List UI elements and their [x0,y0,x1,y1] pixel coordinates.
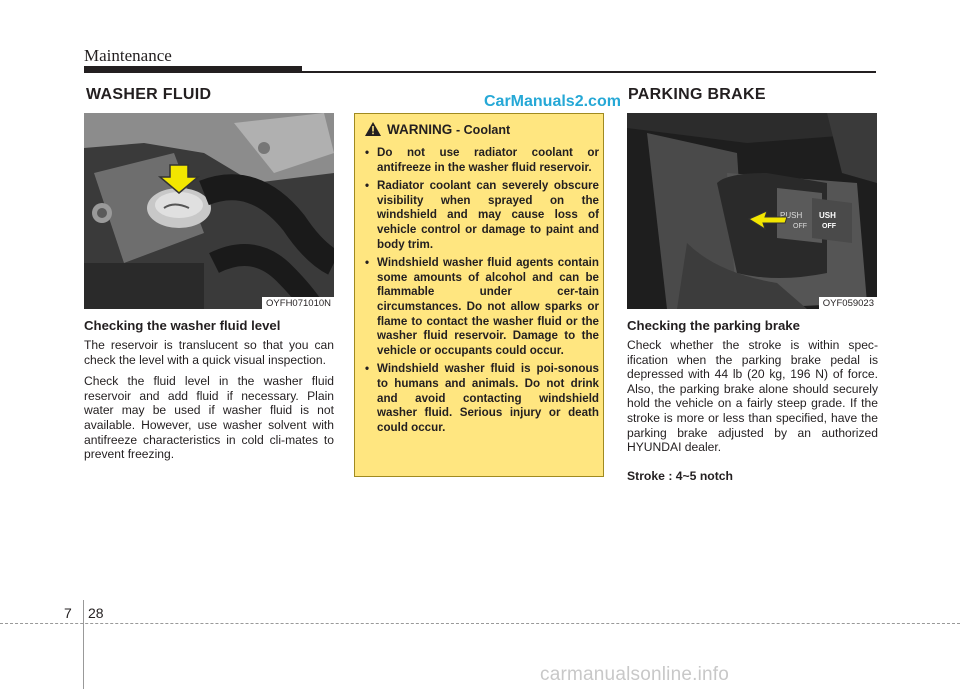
washer-image-code: OYFH071010N [262,297,334,309]
warning-box [354,113,604,477]
parking-subheading: Checking the parking brake [627,318,800,333]
warning-item-text: Windshield washer fluid is poi-sonous to humans and animals. Do not drink and avoid contacting windshield washer fluid. Serious injury or death could occur. [377,362,599,434]
header-rule [84,71,876,73]
warning-item [365,362,599,435]
parking-image-code: OYF059023 [819,297,877,309]
bullet-icon: • [365,256,370,270]
bullet-icon: • [365,179,370,193]
parking-paragraph: Check whether the stroke is within spec-ification when the parking brake pedal is depressed with 44 lb (20 kg, 196 N) of force. Also, the parking brake alone should securely hold the vehicle on a fairly steep grade. If the stroke is more or less than specified, have the parking brake adjusted by an authorized HYUNDAI dealer. [627,338,878,455]
parking-brake-photo [627,113,877,309]
page-header-title: Maintenance [84,46,172,65]
push-label-right: USH [819,211,836,220]
footer-rule [0,623,960,624]
off-label-right: OFF [822,223,836,230]
site-watermark: carmanualsonline.info [540,664,730,685]
washer-fluid-heading: WASHER FLUID [86,86,212,103]
stroke-spec: Stroke : 4~5 notch [627,469,733,483]
washer-paragraph: Check the fluid level in the washer fluid reservoir and add fluid if necessary. Plain water may be used if washer fluid is not available. However, use washer solvent with antifreeze characteristics in cold cli-mates to prevent freezing. [84,374,334,462]
parking-brake-heading: PARKING BRAKE [628,86,766,103]
washer-reservoir-photo [84,113,334,309]
watermark-text: CarManuals2.com [484,93,621,110]
warning-item-text: Do not use radiator coolant or antifreeze in the washer fluid reservoir. [377,146,599,174]
chapter-number: 7 [64,605,72,621]
off-label-left: OFF [793,223,807,230]
warning-item [365,179,599,252]
warning-heading [365,122,510,139]
washer-subheading: Checking the washer fluid level [84,318,281,333]
bullet-icon: • [365,362,370,376]
warning-item [365,146,599,175]
page-number: 28 [88,605,104,621]
washer-body [84,338,334,469]
warning-triangle-icon [365,122,381,139]
bullet-icon: • [365,146,370,159]
warning-title: WARNING [387,122,453,138]
footer-divider [83,600,84,689]
washer-paragraph: The reservoir is translucent so that you can check the level with a quick visual inspection. [84,338,334,367]
warning-item [365,256,599,358]
warning-item-text: Radiator coolant can severely obscure visibility when sprayed on the windshield and may cause loss of vehicle control or damage to paint and body trim. [377,179,599,251]
parking-body [627,338,878,462]
warning-subtitle: - Coolant [456,123,511,138]
warning-item-text: Windshield washer fluid agents contain some amounts of alcohol and can be flammable under cer-tain circumstances. Do not allow sparks or flame to contact the washer fluid or the washer fluid reservoir. Damage to the vehicle or occupants could occur. [377,256,599,357]
warning-list [365,146,599,439]
push-label-left: PUSH [780,211,803,220]
